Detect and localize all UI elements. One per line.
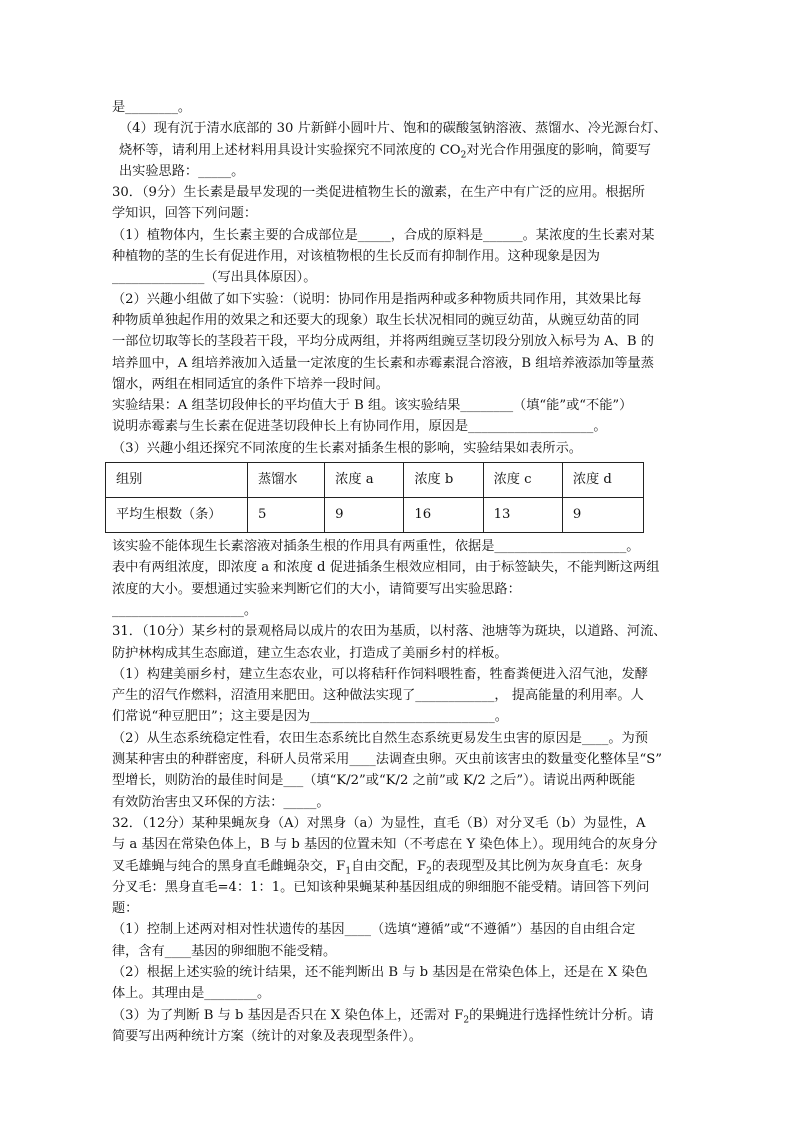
text-line: ______________（写出具体原因）。 [112, 270, 317, 286]
table-cell: 16 [404, 498, 483, 533]
table-cell: 浓度 a [325, 463, 404, 498]
table-cell: 9 [325, 498, 404, 533]
text-line: 分叉毛：黑身直毛=4：1：1。已知该种果蝇某种基因组成的卵细胞不能受精。请回答下列问 [112, 879, 650, 895]
table-cell: 9 [562, 498, 643, 533]
text-line: （2）兴趣小组做了如下实验：（说明：协同作用是指两种或多种物质共同作用，其效果比每 [112, 291, 642, 307]
text-line: 该实验不能体现生长素溶液对插条生根的作用具有两重性，依据是____________________。 [112, 539, 640, 555]
text-line: 表中有两组浓度，即浓度 a 和浓度 d 促进插条生根效应相同，由于标签缺失，不能判断这两组 [112, 560, 660, 576]
exam-page [112, 97, 690, 1047]
table-cell: 平均生根数（条） [106, 498, 248, 533]
text-line: （2）从生态系统稳定性看，农田生态系统比自然生态系统更易发生虫害的原因是____。为预 [112, 730, 648, 746]
question-31-title: 31．（10分）某乡村的景观格局以成片的农田为基质，以村落、池塘等为斑块，以道路、河流、 [112, 624, 667, 640]
text-line: 题： [112, 901, 139, 917]
table-cell: 浓度 b [404, 463, 483, 498]
text-line: （1）构建美丽乡村，建立生态农业，可以将秸秆作饲料喂牲畜，牲畜粪便进入沼气池，发酵 [112, 666, 648, 682]
text-line: 有效防治害虫又环保的方法：_____。 [112, 794, 330, 810]
text-line: 出实验思路：_____。 [119, 163, 245, 179]
text-line: 产生的沼气作燃料，沼渣用来肥田。这种做法实现了____________， 提高能量的利用率。人 [112, 688, 644, 704]
table-cell: 浓度 d [562, 463, 643, 498]
text-line: （4）现有沉于清水底部的 30 片新鲜小圆叶片、饱和的碳酸氢钠溶液、蒸馏水、冷光源台灯、 [119, 121, 667, 137]
text-line: 是________。 [112, 100, 192, 115]
text-line: （1）控制上述两对相对性状遗传的基因____（选填“遵循”或“不遵循”）基因的自由组合定 [112, 922, 636, 938]
results-table [105, 462, 644, 533]
text-line: 防护林构成其生态廊道，建立生态农业，打造成了美丽乡村的样板。 [112, 645, 508, 661]
text-line: 律，含有____基因的卵细胞不能受精。 [112, 943, 337, 959]
question-32-title: 32．（12分）某种果蝇灰身（A）对黑身（a）为显性，直毛（B）对分叉毛（b）为显性，A [112, 815, 646, 831]
table-header-row [106, 463, 644, 498]
text-line: 型增长，则防治的最佳时间是___（填“K/2”或“K/2 之前”或 K/2 之后”）。请说出两种既能 [112, 773, 636, 789]
text-line: 实验结果：A 组茎切段伸长的平均值大于 B 组。该实验结果________（填“能”或“不能”） [112, 398, 633, 414]
text-line: 们常说“种豆肥田”；这主要是因为____________________________。 [112, 709, 508, 725]
table-cell: 13 [483, 498, 562, 533]
text-line: 馏水，两组在相同适宜的条件下培养一段时间。 [112, 376, 389, 392]
text-line: 浓度的大小。要想通过实验来判断它们的大小，请简要写出实验思路： [112, 581, 521, 597]
table-cell: 组别 [106, 463, 248, 498]
text-line: 简要写出两种统计方案（统计的对象及表现型条件）。 [112, 1028, 422, 1044]
text-line: （1）植物体内，生长素主要的合成部位是_____，合成的原料是______。某浓度的生长素对某 [112, 227, 655, 243]
table-cell: 蒸馏水 [247, 463, 324, 498]
table-cell: 5 [247, 498, 324, 533]
text-line: 一部位切取等长的茎段若干段，平均分成两组，并将两组豌豆茎切段分别放入标号为 A、B 的 [112, 334, 654, 350]
text-line: 体上。其理由是________。 [112, 986, 271, 1002]
text-line: （2）根据上述实验的统计结果，还不能判断出 B 与 b 基因是在常染色体上，还是在 X 染色 [112, 964, 648, 980]
text-line: 学知识，回答下列问题： [112, 206, 258, 222]
text-line: 培养皿中，A 组培养液加入适量一定浓度的生长素和赤霉素混合溶液，B 组培养液添加等量蒸 [112, 355, 654, 371]
text-line: 烧杯等，请利用上述材料用具设计实验探究不同浓度的 $CO_2$对光合作用强度的影响，简要写 [119, 142, 651, 161]
text-line: 测某种害虫的种群密度，科研人员常采用____法调查虫卵。灭虫前该害虫的数量变化整体呈“S” [112, 752, 663, 768]
question-30-title: 30．（9分）生长素是最早发现的一类促进植物生长的激素，在生产中有广泛的应用。根据所 [112, 185, 645, 201]
table-cell: 浓度 c [483, 463, 562, 498]
text-line: 说明赤霉素与生长素在促进茎切段伸长上有协同作用，原因是___________________。 [112, 419, 607, 435]
table-row [106, 498, 644, 533]
text-line: 叉毛雄蝇与纯合的黑身直毛雌蝇杂交，$F_1$自由交配，$F_2$的表现型及其比例为灰身直毛：灰身 [112, 858, 643, 877]
text-line: 与 a 基因在常染色体上，B 与 b 基因的位置未知（不考虑在 Y 染色体上）。现用纯合的灰身分 [112, 837, 658, 853]
text-line: 种植物的茎的生长有促进作用，对该植物根的生长反而有抑制作用。这种现象是因为 [112, 249, 600, 265]
text-line: （3）兴趣小组还探究不同浓度的生长素对插条生根的影响，实验结果如表所示。 [112, 440, 582, 456]
text-line: 种物质单独起作用的效果之和还要大的现象）取生长状况相同的豌豆幼苗，从豌豆幼苗的同 [112, 312, 640, 328]
text-line: （3）为了判断 B 与 b 基因是否只在 X 染色体上，还需对 $F_2$的果蝇进行选择性统计分析。请 [112, 1007, 654, 1026]
text-line: ____________________。 [112, 602, 258, 618]
